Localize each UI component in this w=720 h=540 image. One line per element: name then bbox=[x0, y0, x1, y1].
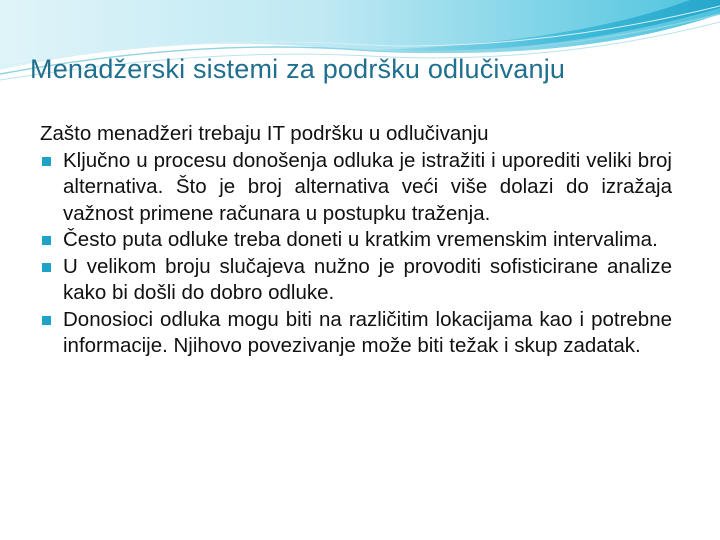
bullet-item bbox=[40, 254, 672, 307]
bullet-text: U velikom broju slučajeva nužno je provoditi sofisticirane analize kako bi došli do dobro odluke. bbox=[63, 254, 672, 304]
slide-body bbox=[40, 121, 672, 360]
square-bullet-icon bbox=[42, 157, 51, 166]
intro-text: Zašto menadžeri trebaju IT podršku u odlučivanju bbox=[40, 122, 489, 145]
square-bullet-icon bbox=[42, 236, 51, 245]
bullet-text: Donosioci odluka mogu biti na različitim lokacijama kao i potrebne informacije. Njihovo povezivanje može biti težak i skup zadatak. bbox=[63, 307, 672, 357]
bullet-item bbox=[40, 148, 672, 228]
square-bullet-icon bbox=[42, 263, 51, 272]
slide-title: Menadžerski sistemi za podršku odlučivanju bbox=[30, 54, 566, 84]
square-bullet-icon bbox=[42, 316, 51, 325]
bullet-list bbox=[40, 148, 672, 360]
bullet-text: Ključno u procesu donošenja odluka je istražiti i uporediti veliki broj alternativa. Što je broj alternativa veći više dolazi do izražaja važnost primene računara u postupku traženja. bbox=[63, 148, 672, 225]
bullet-item bbox=[40, 307, 672, 360]
bullet-item bbox=[40, 227, 672, 254]
bullet-text: Često puta odluke treba doneti u kratkim vremenskim intervalima. bbox=[63, 228, 658, 251]
